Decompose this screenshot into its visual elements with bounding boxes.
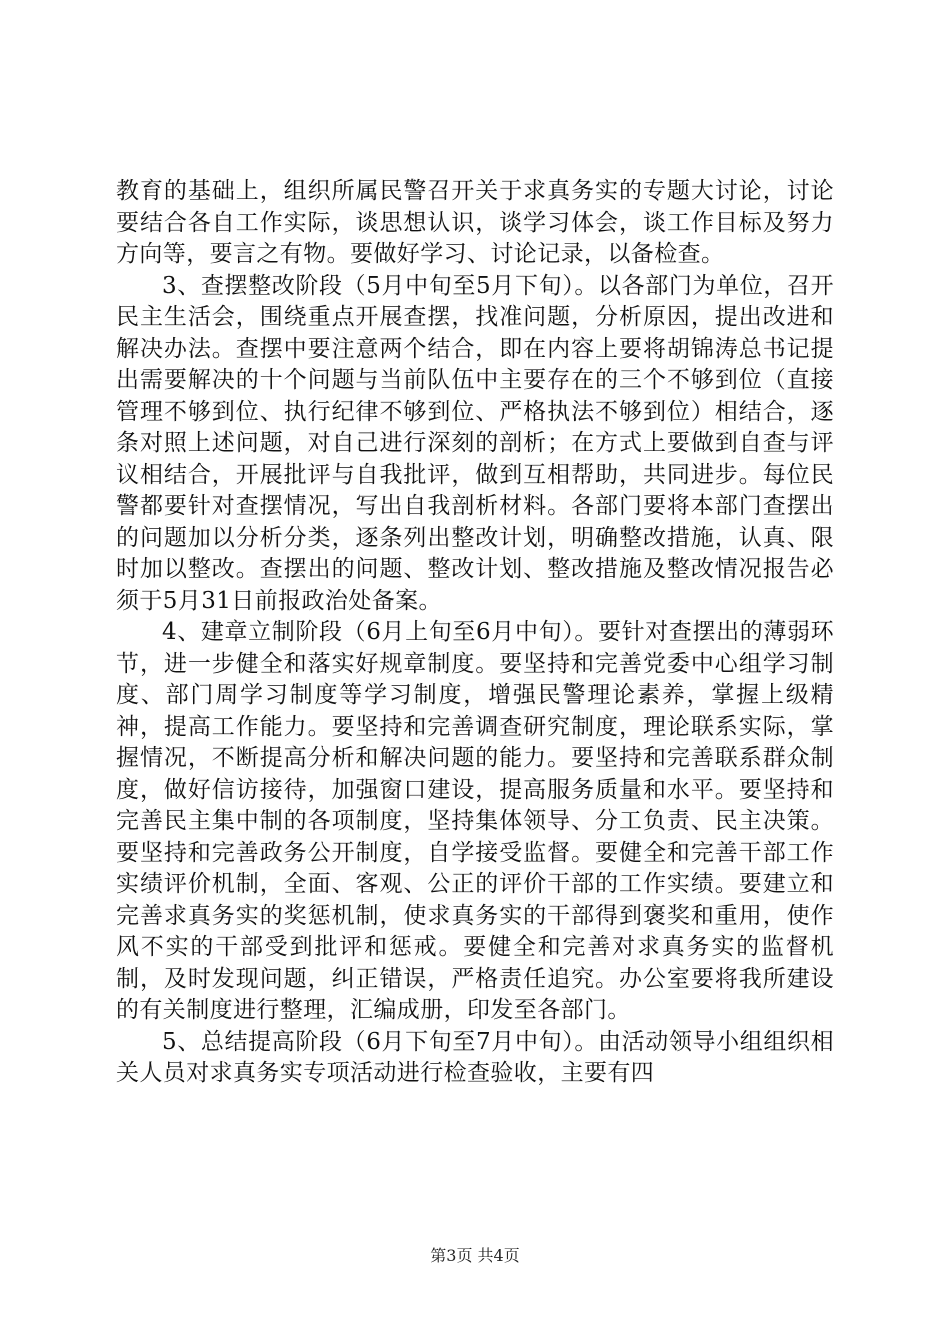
- paragraph-stage-5: 5、总结提高阶段（6月下旬至7月中旬）。由活动领导小组组织相关人员对求真务实专项活动进行检查验收，主要有四: [116, 1028, 834, 1086]
- paragraph-stage-4: 4、建章立制阶段（6月上旬至6月中旬）。要针对查摆出的薄弱环节，进一步健全和落实好规章制度。要坚持和完善党委中心组学习制度、部门周学习制度等学习制度，增强民警理论素养，掌握上级精神，提高工作能力。要坚持和完善调查研究制度，理论联系实际，掌握情况，不断提高分析和解决问题的能力。要坚持和完善联系群众制度，做好信访接待，加强窗口建设，提高服务质量和水平。要坚持和完善民主集中制的各项制度，坚持集体领导、分工负责、民主决策。要坚持和完善政务公开制度，自学接受监督。要健全和完善干部工作实绩评价机制，全面、客观、公正的评价干部的工作实绩。要建立和完善求真务实的奖惩机制，使求真务实的干部得到褒奖和重用，使作风不实的干部受到批评和惩戒。要健全和完善对求真务实的监督机制，及时发现问题，纠正错误，严格责任追究。办公室要将我所建设的有关制度进行整理，汇编成册，印发至各部门。: [116, 619, 834, 1023]
- document-body: [116, 176, 834, 1090]
- paragraph-stage-3: 3、查摆整改阶段（5月中旬至5月下旬）。以各部门为单位，召开民主生活会，围绕重点开展查摆，找准问题，分析原因，提出改进和解决办法。查摆中要注意两个结合，即在内容上要将胡锦涛总书记提出需要解决的十个问题与当前队伍中主要存在的三个不够到位（直接管理不够到位、执行纪律不够到位、严格执法不够到位）相结合，逐条对照上述问题，对自己进行深刻的剖析；在方式上要做到自查与评议相结合，开展批评与自我批评，做到互相帮助，共同进步。每位民警都要针对查摆情况，写出自我剖析材料。各部门要将本部门查摆出的问题加以分析分类，逐条列出整改计划，明确整改措施，认真、限时加以整改。查摆出的问题、整改计划、整改措施及整改情况报告必须于5月31日前报政治处备案。: [116, 272, 834, 614]
- page-footer: 第3页 共4页: [430, 1246, 520, 1265]
- paragraph-continuation: 教育的基础上，组织所属民警召开关于求真务实的专题大讨论，讨论要结合各自工作实际，谈思想认识，谈学习体会，谈工作目标及努力方向等，要言之有物。要做好学习、讨论记录，以备检查。: [116, 178, 834, 267]
